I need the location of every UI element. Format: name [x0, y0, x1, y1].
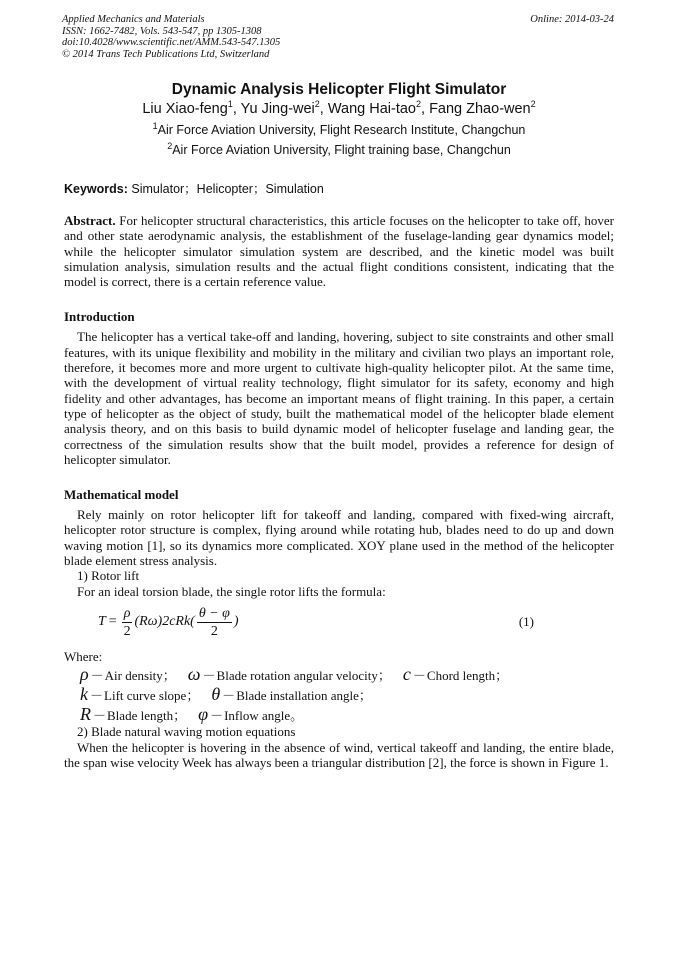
dash: － — [90, 668, 104, 684]
definition-text: Blade length； — [107, 708, 187, 724]
symbol-rho: ρ — [80, 664, 89, 685]
affiliation-text: Air Force Aviation University, Flight Research Institute, Changchun — [157, 123, 526, 137]
journal-issn: ISSN: 1662-7482, Vols. 543-547, pp 1305-1308 — [62, 25, 262, 37]
definition-text: Inflow angle。 — [224, 708, 304, 724]
symbol-c: c — [402, 664, 411, 685]
definition-text: Air density； — [104, 668, 176, 684]
eq-close: ) — [233, 614, 239, 630]
definition-text: Blade installation angle； — [236, 688, 372, 704]
affiliation-sup: 1 — [152, 120, 158, 131]
online-date: Online: 2014-03-24 — [530, 14, 614, 25]
symbol-r: R — [80, 704, 91, 725]
paper-title: Dynamic Analysis Helicopter Flight Simulator — [171, 81, 507, 98]
definition-text: Lift curve slope； — [104, 688, 200, 704]
math-model-paragraph: Rely mainly on rotor helicopter lift for takeoff and landing, compared with fixed-wing aircraft, helicopter rotor structure is complex, flying around while rotating hub, blades need to do up and down waving motion [1], so its dynamics more complicated. XOY plane used in the method of the helicopter blade element stress analysis. — [64, 507, 614, 569]
abstract-text: For helicopter structural characteristics, this article focuses on the helicopter to take off, hover and other state aerodynamic analysis, the establishment of the fuselage-landing gear dynamics model; while the helicopter simulator simulation system are described, and the kinetic model was built simulation analysis, simulation results and the actual flight conditions consistent, indicating that the model is correct, there is a certain reference value. — [64, 213, 615, 290]
definition-row — [80, 664, 614, 684]
equation-body — [98, 605, 239, 640]
formula-intro: For an ideal torsion blade, the single rotor lifts the formula: — [77, 583, 386, 599]
eq-frac-numerator: ρ — [123, 605, 131, 621]
paper-page — [64, 14, 614, 770]
dash: － — [210, 708, 224, 724]
dash: － — [90, 688, 104, 704]
author-affil-sup: 2 — [314, 99, 320, 110]
journal-doi[interactable]: doi:10.4028/www.scientific.net/AMM.543-547.1305 — [62, 37, 281, 48]
author-name: Liu Xiao-feng — [142, 101, 228, 117]
definitions-list — [80, 664, 614, 724]
author-name: Fang Zhao-wen — [429, 101, 531, 117]
affiliation-text: Air Force Aviation University, Flight training base, Changchun — [172, 143, 511, 157]
symbol-phi: φ — [198, 704, 209, 725]
eq-frac-denominator: 2 — [210, 623, 218, 639]
journal-info — [62, 14, 280, 60]
equation-number: (1) — [518, 613, 534, 629]
affiliation-2 — [64, 140, 614, 157]
affiliation-1 — [64, 120, 614, 137]
author-separator: , — [421, 101, 430, 117]
author-name: Yu Jing-wei — [240, 101, 315, 117]
symbol-theta: θ — [211, 684, 221, 705]
author-name: Wang Hai-tao — [327, 101, 416, 117]
dash: － — [412, 668, 426, 684]
author-affil-sup: 2 — [530, 99, 536, 110]
affiliation-sup: 2 — [167, 140, 173, 151]
math-model-heading: Mathematical model — [64, 487, 179, 503]
rotor-lift-subheading: 1) Rotor lift — [77, 568, 140, 584]
abstract-label: Abstract. — [64, 213, 116, 228]
dash: － — [222, 688, 236, 704]
author-affil-sup: 2 — [415, 99, 421, 110]
dash: － — [202, 668, 216, 684]
author-list — [64, 101, 614, 117]
eq-fraction-angle — [197, 605, 232, 640]
eq-equals: = — [108, 614, 117, 630]
waving-paragraph: When the helicopter is hovering in the absence of wind, vertical takeoff and landing, the entire blade, the span wise velocity Week has always been a triangular distribution [2], the force is shown in Figure 1. — [64, 739, 614, 770]
author-separator: , — [319, 101, 328, 117]
eq-frac-numerator: θ − φ — [198, 605, 230, 621]
eq-fraction-rho — [122, 605, 133, 640]
journal-name: Applied Mechanics and Materials — [62, 14, 205, 25]
definition-row — [80, 684, 614, 704]
definition-text: Chord length； — [426, 668, 509, 684]
waving-subheading: 2) Blade natural waving motion equations — [77, 724, 296, 740]
symbol-omega: ω — [187, 664, 201, 685]
introduction-heading: Introduction — [64, 309, 135, 325]
where-label: Where: — [64, 648, 103, 664]
definition-row — [80, 704, 614, 724]
keywords-text: Simulator；Helicopter；Simulation — [131, 182, 324, 196]
keywords-label: Keywords: — [64, 182, 128, 196]
dash: － — [93, 708, 107, 724]
eq-lhs: T — [98, 614, 106, 630]
symbol-k: k — [80, 684, 88, 705]
equation-1 — [64, 603, 614, 647]
keywords-line — [64, 179, 614, 197]
journal-copyright: © 2014 Trans Tech Publications Ltd, Switzerland — [62, 48, 270, 60]
definition-text: Blade rotation angular velocity； — [216, 668, 391, 684]
journal-header — [64, 14, 614, 64]
author-separator: , — [232, 101, 241, 117]
abstract-paragraph — [64, 213, 614, 289]
introduction-paragraph: The helicopter has a vertical take-off and landing, hovering, subject to site constraints and other small features, with its unique flexibility and mobility in the military and civilian two plays an important role, therefore, it becomes more and more urgent to cultivate high-quality helicopter pilot. At the same time, with the development of virtual reality technology, flight simulator for its safety, economy and high fidelity and other advantages, has become an important means of flight training. In this paper, a certain type of helicopter as the object of study, built the mathematical model of the helicopter blade element analysis theory, and on this basis to build dynamic model of helicopter fuselage and landing gear, the correctness of the simulation results show that the built model, provides a reference for design of helicopter simulator. — [64, 329, 614, 467]
eq-frac-denominator: 2 — [123, 623, 131, 639]
eq-middle-term: (Rω)2cRk( — [134, 614, 195, 630]
author-affil-sup: 1 — [227, 99, 233, 110]
